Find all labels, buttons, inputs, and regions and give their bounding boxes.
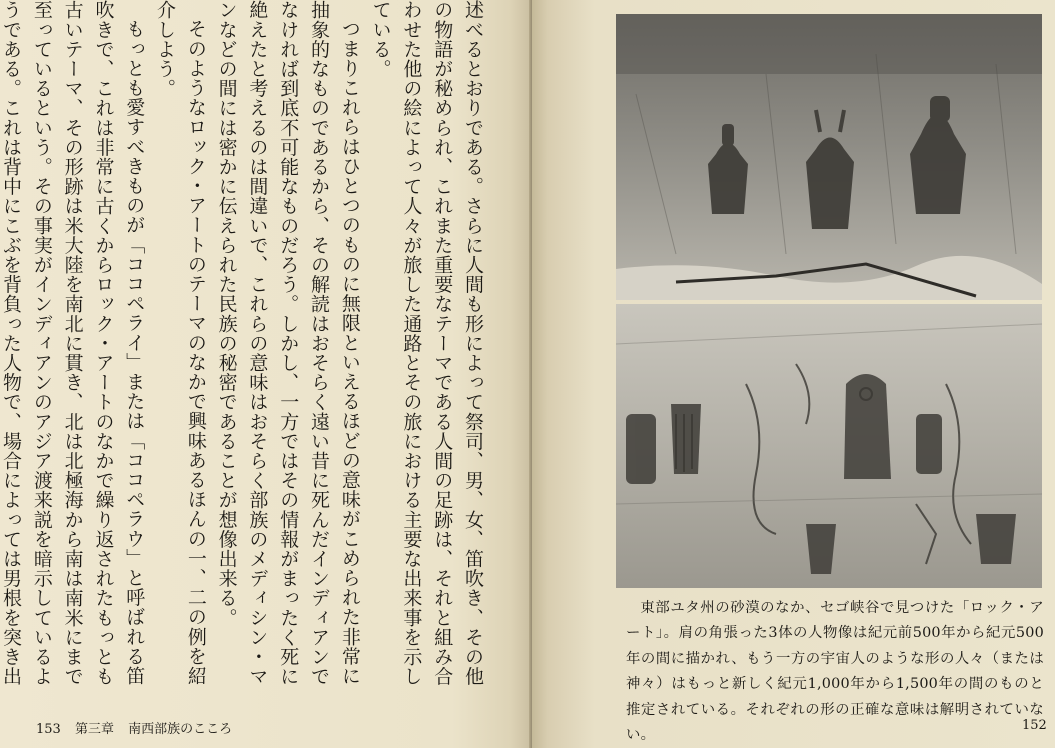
chapter-label: 第三章 xyxy=(74,722,114,737)
photo-image xyxy=(616,14,1042,300)
paragraph: もっとも愛すべきものが「ココペライ」または「ココペラウ」と呼ばれる笛吹きで、これは非常に古くからロック・アートのなかで繰り返されたもっとも古いテーマ、その形跡は米大陸を南北に貫き、北は北極海から南は南米にまで至っているという。その事実がインディアンのアジア渡来説を暗示しているようである。これは背中にこぶを背負った人物で、場合によっては男根を突き出 xyxy=(0,0,146,686)
running-footer xyxy=(36,718,242,737)
paragraph: そのようなロック・アートのテーマのなかで興味あるほんの一、二の例を紹介しよう。 xyxy=(154,0,207,686)
paragraph: つまりこれらはひとつのものに無限といえるほどの意味がこめられた非常に抽象的なものであるから、その解読はおそらく遠い昔に死んだインディアンでなければ到底不可能なものだろう。しかし、一方ではその情報がまったく死に絶えたと考えるのは間違いで、これらの意味はおそらく部族のメディシン・マンなどの間には密かに伝えられた民族の秘密であることが想像出来る。 xyxy=(215,0,361,686)
page-number: 153 xyxy=(36,722,61,737)
page-number: 152 xyxy=(1022,718,1047,733)
rock-art-photo-bottom xyxy=(616,304,1042,588)
chapter-title: 南西部族のこころ xyxy=(128,722,233,737)
paragraph: 述べるとおりである。さらに人間も形によって祭司、男、女、笛吹き、その他の物語が秘められ、これまた重要なテーマである人間の足跡は、それと組み合わせた他の絵によって人々が旅した通路とその旅における主要な出来事を示している。 xyxy=(369,0,484,686)
photo-image xyxy=(616,304,1042,588)
photo-caption: 東部ユタ州の砂漠のなか、セゴ峡谷で見つけた「ロック・アート」。肩の角張った3体の人物像は紀元前500年から紀元500年の間に描かれ、もう一方の宇宙人のような形の人々（または神々）はもっと新しく紀元1,000年から1,500年の間のものと推定されている。それぞれの形の正確な意味は解明されていない。 xyxy=(626,600,1044,744)
rock-art-photo-top xyxy=(616,14,1042,300)
body-text xyxy=(0,0,488,700)
